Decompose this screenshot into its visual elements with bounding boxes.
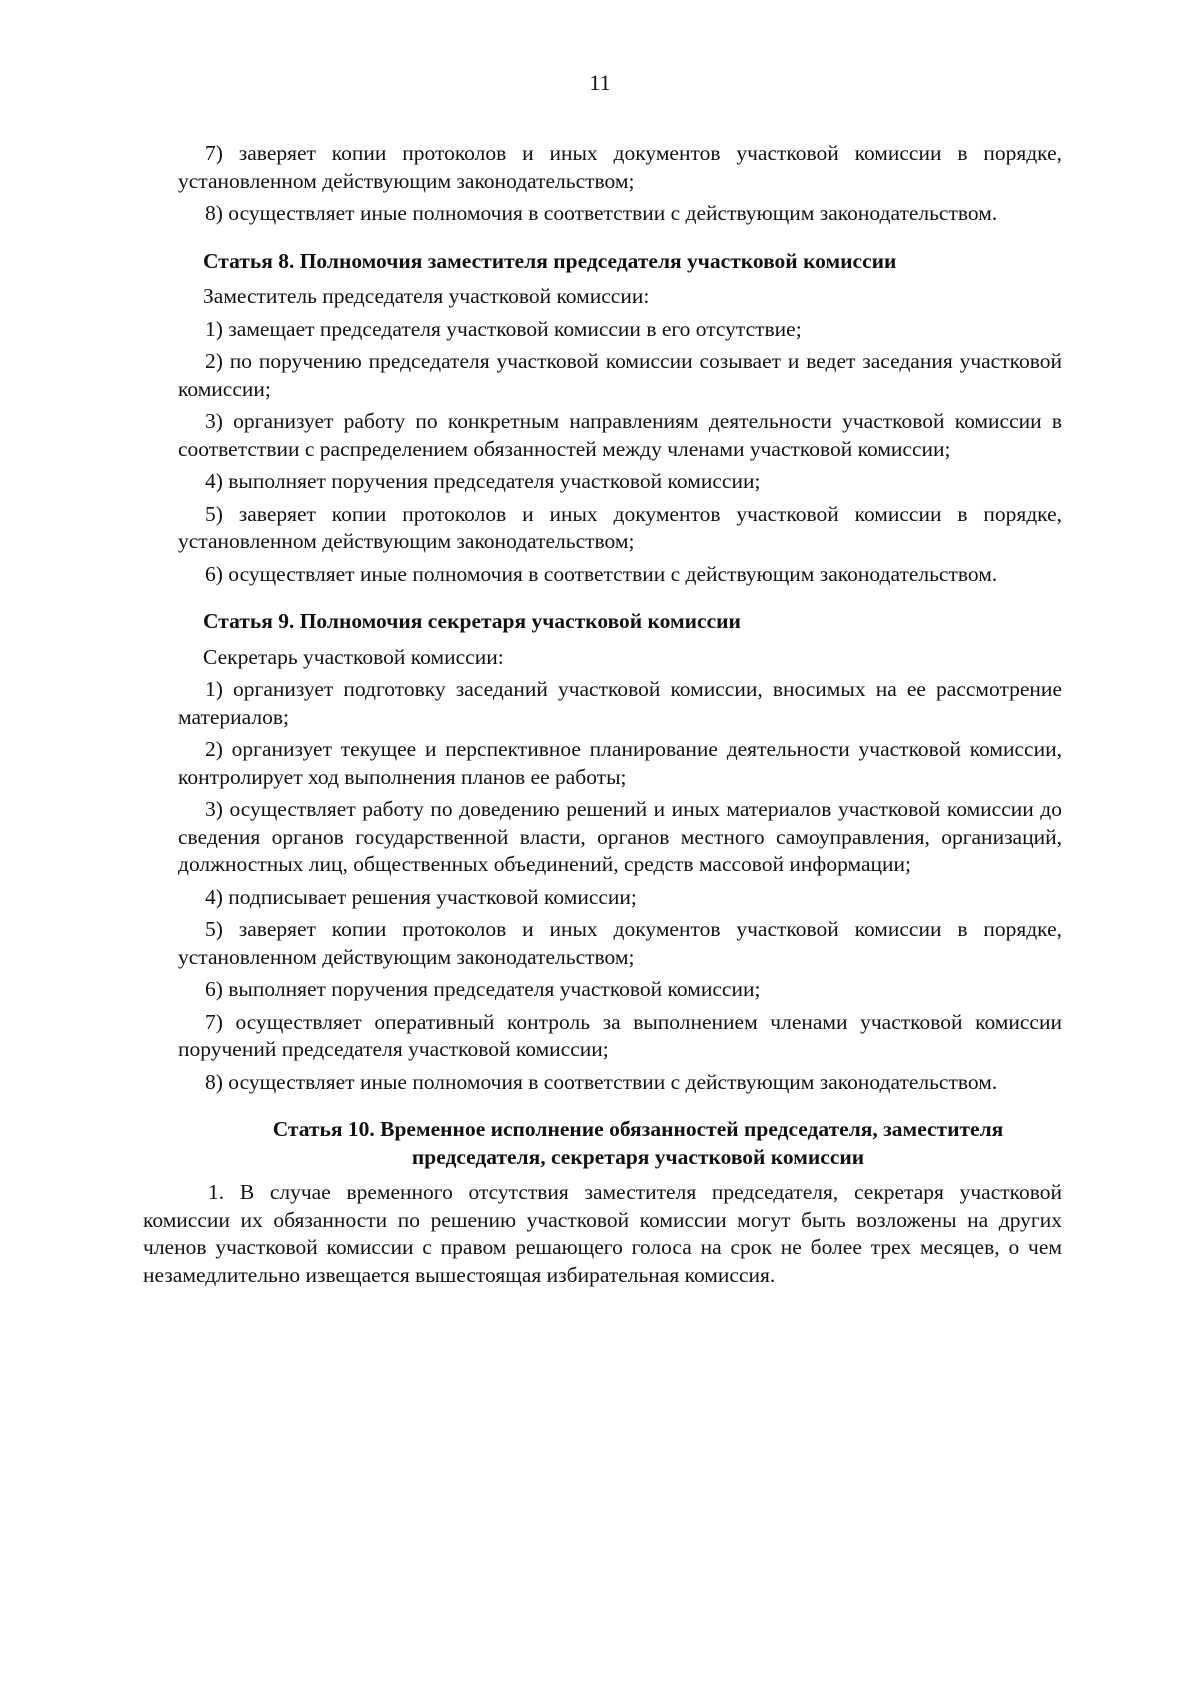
list-item: 7) осуществляет оперативный контроль за выполнением членами участковой комиссии поручений председателя участковой комиссии; — [178, 1009, 1062, 1061]
list-item: 1) организует подготовку заседаний участковой комиссии, вносимых на ее рассмотрение материалов; — [178, 677, 1062, 729]
list-item: 2) организует текущее и перспективное планирование деятельности участковой комиссии, контролирует ход выполнения планов ее работы; — [178, 737, 1062, 789]
list-item: 4) выполняет поручения председателя участковой комиссии; — [205, 469, 761, 493]
list-item: 5) заверяет копии протоколов и иных документов участковой комиссии в порядке, установленном действующим законодательством; — [178, 501, 1062, 553]
list-item: 1) замещает председателя участковой комиссии в его отсутствие; — [205, 316, 802, 341]
article-10-heading-line-1: Статья 10. Временное исполнение обязанностей председателя, заместителя — [272, 1117, 1004, 1141]
article-8-heading: Статья 8. Полномочия заместителя председателя участковой комиссии — [203, 248, 897, 273]
document-body — [143, 140, 1062, 1294]
article-8-intro: Заместитель председателя участковой комиссии: — [203, 284, 650, 308]
page-number: 11 — [589, 70, 611, 95]
list-item: 7) заверяет копии протоколов и иных документов участковой комиссии в порядке, установленном действующим законодательством; — [178, 141, 1062, 193]
list-item: 8) осуществляет иные полномочия в соответствии с действующим законодательством. — [205, 1069, 998, 1094]
article-10-heading — [178, 1116, 1062, 1171]
list-item: 4) подписывает решения участковой комиссии; — [205, 884, 637, 909]
list-item: 8) осуществляет иные полномочия в соответствии с действующим законодательством. — [205, 201, 998, 225]
article-10-heading-line-2: председателя, секретаря участковой комиссии — [411, 1144, 865, 1169]
article-9-intro: Секретарь участковой комиссии: — [203, 644, 504, 669]
list-item: 3) осуществляет работу по доведению решений и иных материалов участковой комиссии до сведения органов государственной власти, органов местного самоуправления, организаций, должностных лиц, общественных объединений, средств массовой информации; — [178, 797, 1062, 876]
list-item: 3) организует работу по конкретным направлениям деятельности участковой комиссии в соответствии с распределением обязанностей между членами участковой комиссии; — [178, 409, 1062, 461]
article-9-heading: Статья 9. Полномочия секретаря участковой комиссии — [203, 609, 741, 633]
list-item: 6) выполняет поручения председателя участковой комиссии; — [205, 977, 761, 1001]
list-item: 2) по поручению председателя участковой комиссии созывает и ведет заседания участковой комиссии; — [178, 349, 1062, 401]
list-item: 6) осуществляет иные полномочия в соответствии с действующим законодательством. — [205, 561, 998, 586]
article-10-paragraph-1: 1. В случае временного отсутствия заместителя председателя, секретаря участковой комиссии их обязанности по решению участковой комиссии могут быть возложены на других членов участковой комиссии с правом решающего голоса на срок не более трех месяцев, о чем незамедлительно извещается вышестоящая избирательная комиссия. — [143, 1180, 1062, 1287]
list-item: 5) заверяет копии протоколов и иных документов участковой комиссии в порядке, установленном действующим законодательством; — [178, 917, 1062, 969]
